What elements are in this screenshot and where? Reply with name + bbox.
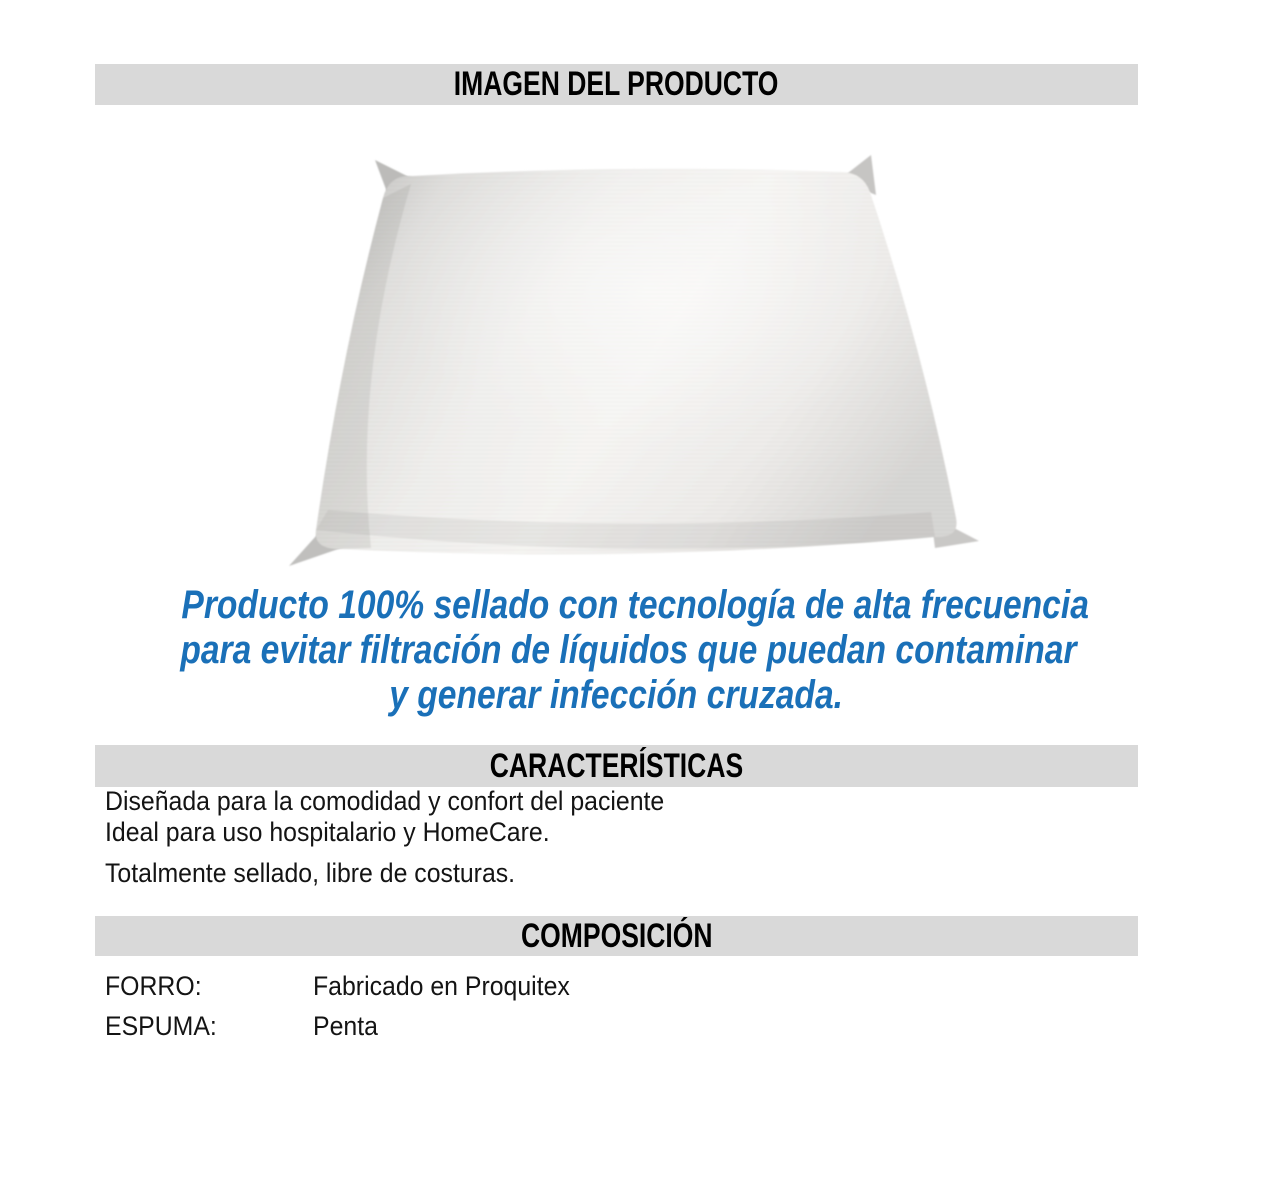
composition-label: FORRO: [105,970,202,1001]
section-header-caracteristicas [95,745,1138,787]
product-photo [283,140,983,570]
feature-item-2: Ideal para uso hospitalario y HomeCare. [105,817,550,847]
section-header-imagen [95,64,1138,105]
feature-item-3: Totalmente sellado, libre de costuras. [105,858,516,888]
section-header-caracteristicas-label: CARACTERÍSTICAS [489,746,744,785]
section-header-composicion [95,916,1138,956]
composition-value: Penta [313,1010,378,1041]
composition-row-forro [105,966,1135,1006]
feature-item-1: Diseñada para la comodidad y confort del paciente [105,786,665,816]
cushion-body [316,169,957,555]
cushion-photo-svg [283,140,983,570]
composition-row-espuma [105,1006,1135,1046]
composition-table [105,966,1135,1046]
composition-value: Fabricado en Proquitex [313,970,570,1001]
highlight-statement [95,583,1138,718]
features-list [105,786,1135,889]
highlight-line-2: para evitar filtración de líquidos que puedan contaminar [180,628,1077,672]
section-header-imagen-label: IMAGEN DEL PRODUCTO [454,65,779,103]
cushion-highlight [316,169,957,555]
highlight-line-1: Producto 100% sellado con tecnología de alta frecuencia [181,583,1089,627]
highlight-line-3: y generar infección cruzada. [389,673,844,717]
section-header-composicion-label: COMPOSICIÓN [520,916,713,955]
composition-label: ESPUMA: [105,1010,217,1041]
